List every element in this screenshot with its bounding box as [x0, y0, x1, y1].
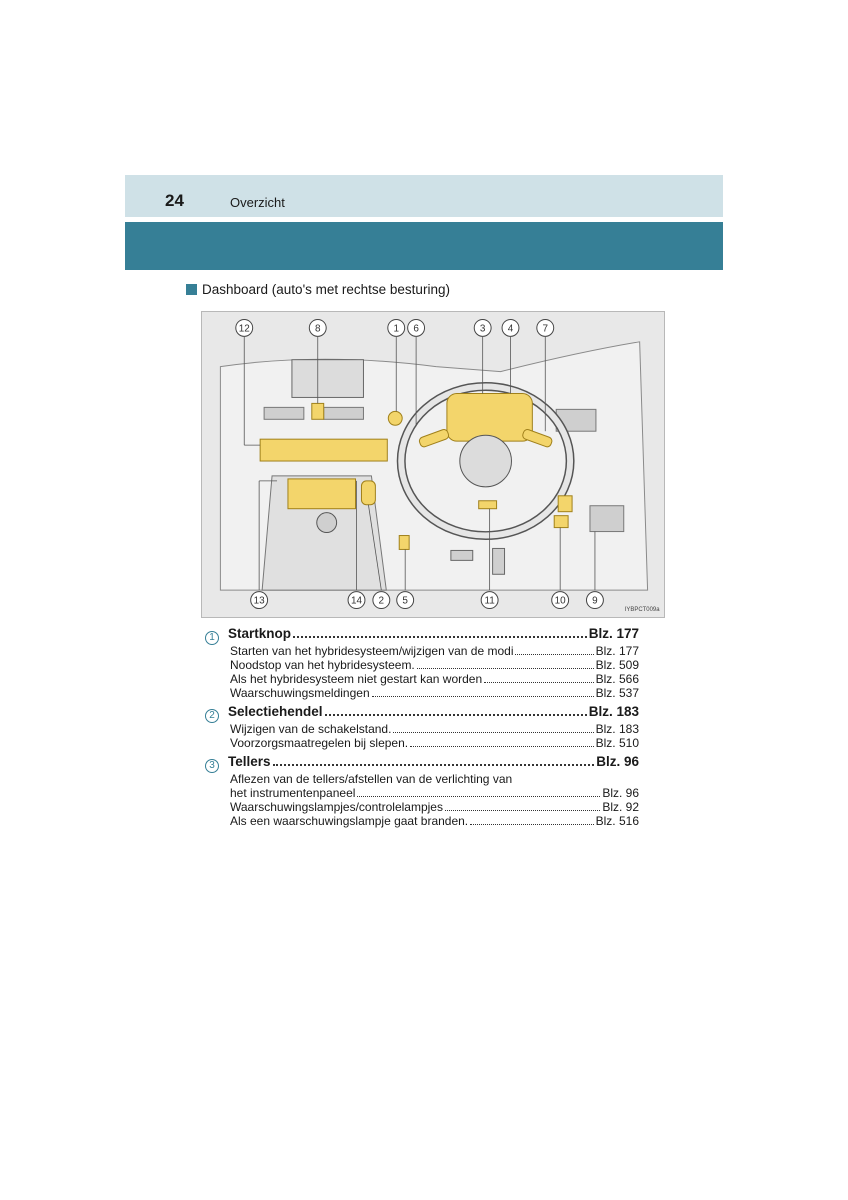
svg-text:2: 2	[378, 595, 385, 607]
entry-page-ref: Blz. 96	[596, 754, 639, 769]
entry-number: 3	[205, 759, 219, 773]
callout-6	[408, 319, 425, 336]
callout-7	[537, 319, 554, 336]
callout-13	[251, 592, 268, 609]
svg-text:8: 8	[314, 323, 321, 335]
entry-title: Selectiehendel	[228, 704, 323, 719]
entry-title: Startknop	[228, 626, 292, 641]
entry-start-button	[205, 626, 639, 700]
list-item: het instrumentenpaneel Blz. 96	[230, 786, 639, 800]
svg-text:9: 9	[592, 595, 598, 607]
list-item: Starten van het hybridesysteem/wijzigen van de modi Blz. 177	[230, 644, 639, 658]
list-item: Waarschuwingsmeldingen Blz. 537	[230, 686, 639, 700]
callout-9	[586, 592, 603, 609]
entry-title: Tellers	[228, 754, 271, 769]
section-title: Overzicht	[230, 195, 285, 210]
callout-5	[397, 592, 414, 609]
callout-8	[309, 319, 326, 336]
list-item: Als een waarschuwingslampje gaat branden. Blz. 516	[230, 814, 639, 828]
callout-1	[388, 319, 405, 336]
svg-text:12: 12	[238, 323, 250, 335]
entry-page-ref: Blz. 183	[588, 704, 639, 719]
list-item: Voorzorgsmaatregelen bij slepen. Blz. 510	[230, 736, 639, 750]
entry-heading	[205, 704, 639, 722]
callout-10	[552, 592, 569, 609]
square-bullet-icon	[186, 284, 197, 295]
entry-meters	[205, 754, 639, 828]
entry-number: 2	[205, 709, 219, 723]
svg-text:11: 11	[484, 595, 495, 607]
callout-2	[373, 592, 390, 609]
list-item: Noodstop van het hybridesysteem. Blz. 509	[230, 658, 639, 672]
entry-heading	[205, 626, 639, 644]
entry-number: 1	[205, 631, 219, 645]
page-header	[125, 175, 723, 217]
callout-4	[502, 319, 519, 336]
svg-text:5: 5	[402, 595, 408, 607]
entries-list	[205, 626, 639, 832]
svg-text:3: 3	[479, 323, 486, 335]
title-band	[125, 222, 723, 270]
dashboard-drawing	[202, 312, 664, 617]
subheading	[186, 282, 450, 297]
svg-text:7: 7	[542, 323, 549, 335]
dashboard-illustration	[201, 311, 665, 618]
callout-12	[236, 319, 253, 336]
entry-page-ref: Blz. 177	[588, 626, 639, 641]
list-item: Als het hybridesysteem niet gestart kan worden Blz. 566	[230, 672, 639, 686]
list-item: Waarschuwingslampjes/controlelampjes Blz. 92	[230, 800, 639, 814]
callout-14	[348, 592, 365, 609]
subheading-text: Dashboard (auto's met rechtse besturing)	[202, 282, 450, 297]
page-number: 24	[165, 191, 184, 210]
list-item: Wijzigen van de schakelstand. Blz. 183	[230, 722, 639, 736]
svg-text:1: 1	[393, 323, 400, 335]
svg-text:4: 4	[507, 323, 514, 335]
entry-shift-lever	[205, 704, 639, 750]
svg-text:10: 10	[554, 595, 566, 607]
svg-text:14: 14	[350, 595, 363, 607]
list-item-first-line: Aflezen van de tellers/afstellen van de verlichting van	[230, 772, 513, 786]
entry-heading	[205, 754, 639, 772]
svg-text:13: 13	[253, 595, 265, 607]
callout-11	[481, 592, 498, 609]
svg-text:6: 6	[413, 323, 419, 335]
callout-3	[474, 319, 491, 336]
figure-code: IYBPCT009a	[624, 607, 660, 614]
